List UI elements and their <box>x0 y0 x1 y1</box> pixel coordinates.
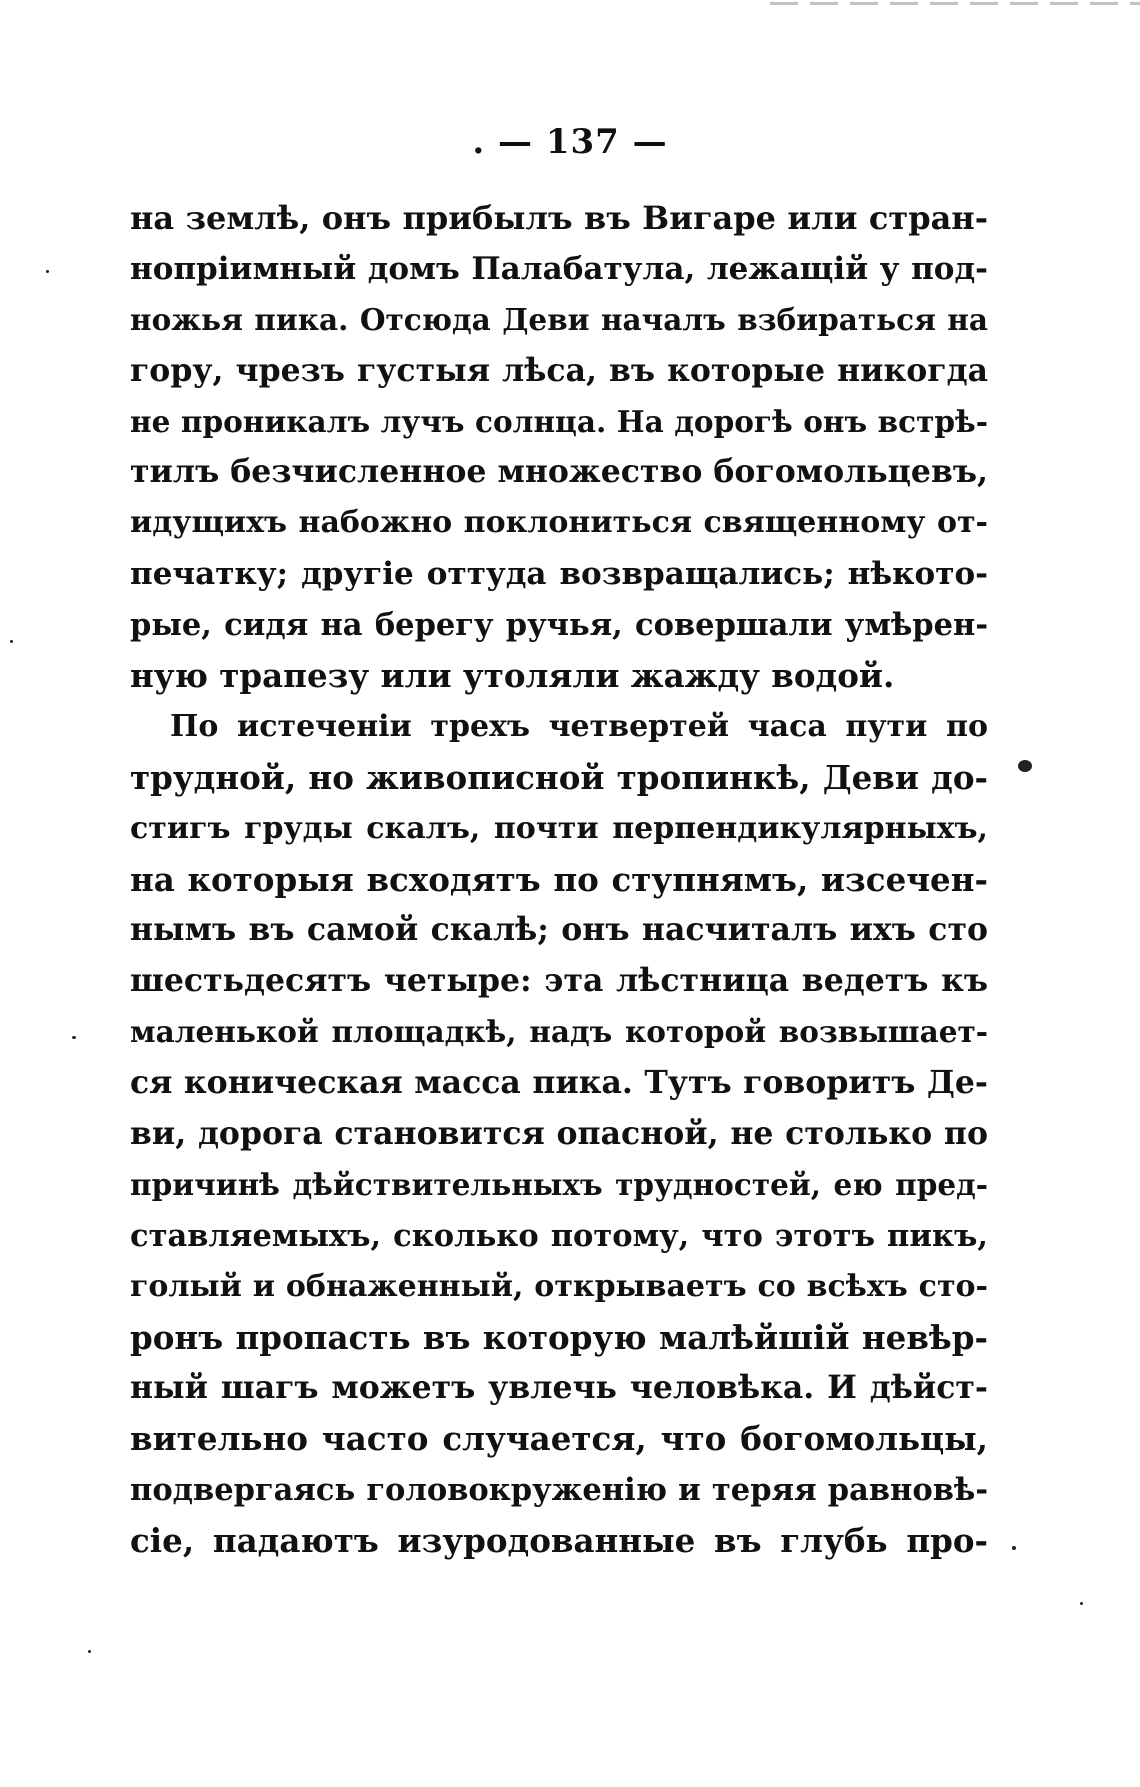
ink-speck <box>1018 760 1032 772</box>
text-line: тилъ безчисленное множество богомольцевъ, <box>130 453 988 491</box>
ink-speck <box>88 1650 91 1653</box>
ink-speck <box>1012 1546 1016 1550</box>
text-line: ви, дорога становится опасной, не столько по <box>130 1115 988 1153</box>
text-line: По истеченіи трехъ четвертей часа пути по <box>170 708 988 744</box>
body-text <box>130 193 988 1567</box>
ink-speck <box>10 640 13 643</box>
ink-speck <box>46 270 49 273</box>
text-line: ножья пика. Отсюда Деви началъ взбираться на <box>130 301 988 337</box>
text-line: ную трапезу или утоляли жажду водой. <box>130 656 895 696</box>
text-line: нопріимный домъ Палабатула, лежащій у под- <box>130 250 988 287</box>
scan-edge-mark <box>770 2 1140 5</box>
text-line: ставляемыхъ, сколько потому, что этотъ пикъ, <box>130 1217 988 1254</box>
ink-speck <box>72 1036 76 1039</box>
text-line: ронъ пропасть въ которую малѣйшій невѣр- <box>130 1317 988 1357</box>
text-line: трудной, но живописной тропинкѣ, Деви до- <box>130 757 988 797</box>
text-line: причинѣ дѣйствительныхъ трудностей, ею пред- <box>130 1166 988 1202</box>
text-line: маленькой площадкѣ, надъ которой возвышает- <box>130 1014 988 1050</box>
text-line: нымъ въ самой скалѣ; онъ насчиталъ ихъ сто <box>130 911 988 949</box>
page-number: . — 137 — <box>472 122 668 162</box>
text-line: сіе, падаютъ изуродованные въ глубь про- <box>130 1521 988 1561</box>
text-line: ся коническая масса пика. Тутъ говоритъ Де- <box>130 1064 988 1102</box>
text-line: идущихъ набожно поклониться священному от- <box>130 505 988 541</box>
text-line: печатку; другіе оттуда возвращались; нѣкото- <box>130 556 988 593</box>
text-line: не проникалъ лучъ солнца. На дорогѣ онъ встрѣ- <box>130 403 988 439</box>
text-line: на которыя всходятъ по ступнямъ, изсечен- <box>130 859 988 899</box>
text-line: ный шагъ можетъ увлечь человѣка. И дѣйст- <box>130 1369 988 1407</box>
text-line: рые, сидя на берегу ручья, совершали умѣрен- <box>130 607 988 644</box>
text-line: подвергаясь головокруженію и теряя равновѣ- <box>130 1472 988 1509</box>
text-line: стигъ груды скалъ, почти перпендикулярныхъ, <box>130 810 988 846</box>
text-line: голый и обнаженный, открываетъ со всѣхъ сто- <box>130 1268 988 1304</box>
ink-speck <box>1080 1602 1083 1605</box>
text-line: вительно часто случается, что богомольцы, <box>130 1419 988 1459</box>
text-line: шестьдесятъ четыре: эта лѣстница ведетъ къ <box>130 962 988 1000</box>
text-line: на землѣ, онъ прибылъ въ Вигаре или стран- <box>130 199 988 237</box>
text-line: гору, чрезъ густыя лѣса, въ которые никогда <box>130 351 988 389</box>
